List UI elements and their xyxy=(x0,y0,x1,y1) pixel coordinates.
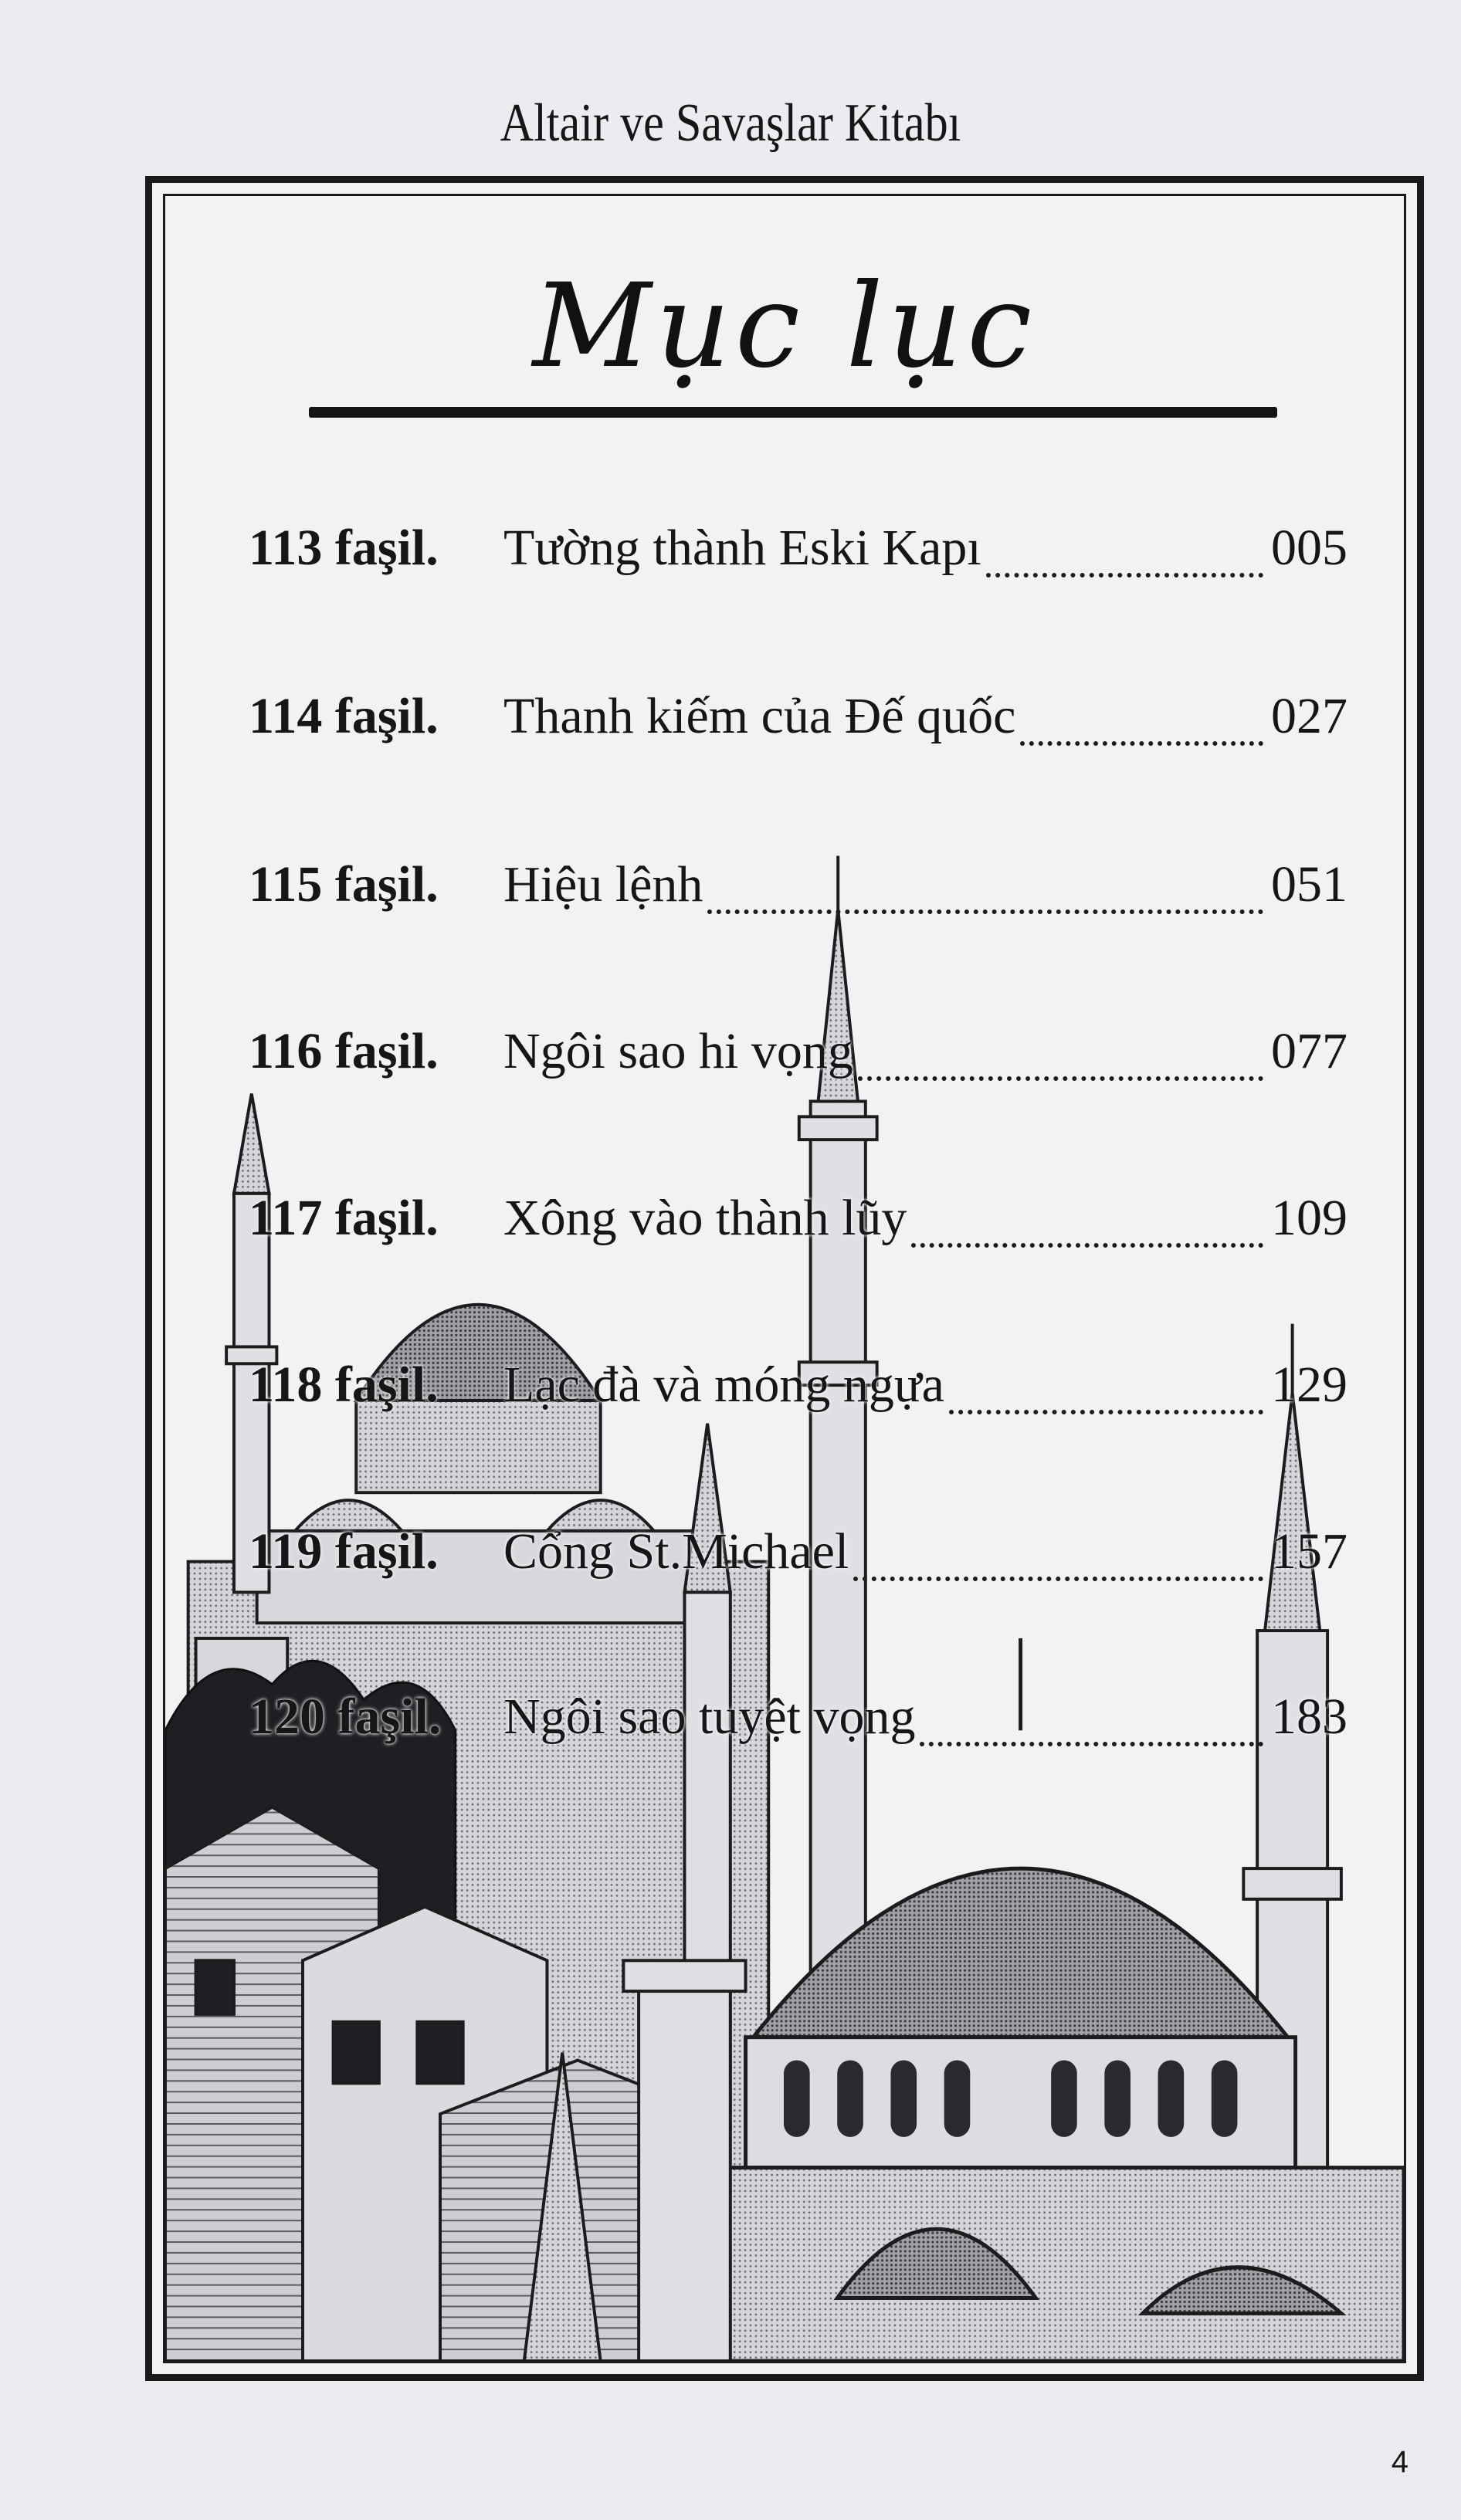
chapter-number: 117 faşil. xyxy=(249,1190,439,1246)
chapter-title: Ngôi sao tuyệt vọng xyxy=(503,1688,916,1745)
page-ref: 109 xyxy=(1271,1190,1347,1246)
chapter-title: Hiệu lệnh xyxy=(503,856,703,913)
dot-leader xyxy=(1020,741,1263,746)
toc-entry xyxy=(249,687,1347,764)
chapter-number: 120 faşil. xyxy=(249,1688,442,1745)
chapter-title: Xông vào thành lũy xyxy=(503,1190,907,1246)
toc-entry xyxy=(249,519,1347,596)
chapter-title: Lạc đà và móng ngựa xyxy=(503,1357,944,1413)
page-ref: 077 xyxy=(1271,1023,1347,1079)
chapter-title: Ngôi sao hi vọng xyxy=(503,1023,853,1079)
toc-entry xyxy=(249,1688,1347,1765)
toc-frame xyxy=(145,176,1424,2381)
toc-entry xyxy=(249,1356,1347,1433)
page-number: 4 xyxy=(1391,2445,1408,2479)
chapter-number: 119 faşil. xyxy=(249,1523,439,1580)
toc-entry xyxy=(249,1022,1347,1099)
dot-leader xyxy=(920,1742,1263,1746)
page-ref: 157 xyxy=(1271,1523,1347,1580)
dot-leader xyxy=(707,909,1263,914)
chapter-number: 114 faşil. xyxy=(249,688,439,744)
chapter-number: 116 faşil. xyxy=(249,1023,439,1079)
dot-leader xyxy=(858,1076,1263,1081)
toc-heading: Mục lục xyxy=(532,259,1037,394)
dot-leader xyxy=(911,1243,1263,1248)
dot-leader xyxy=(949,1410,1263,1414)
page-ref: 129 xyxy=(1271,1357,1347,1413)
toc-frame-inner xyxy=(163,194,1406,2363)
chapter-number: 118 faşil. xyxy=(249,1357,439,1413)
chapter-number: 113 faşil. xyxy=(249,520,439,576)
page-ref: 005 xyxy=(1271,520,1347,576)
chapter-number: 115 faşil. xyxy=(249,856,439,913)
toc-entry xyxy=(249,855,1347,933)
toc-entry xyxy=(249,1189,1347,1266)
book-title: Altair ve Savaşlar Kitabı xyxy=(500,93,961,153)
page-ref: 183 xyxy=(1271,1688,1347,1745)
chapter-title: Tường thành Eski Kapı xyxy=(503,520,981,576)
dot-leader xyxy=(853,1577,1263,1581)
toc-list xyxy=(165,196,1404,2361)
page-ref: 027 xyxy=(1271,688,1347,744)
page-ref: 051 xyxy=(1271,856,1347,913)
chapter-title: Thanh kiếm của Đế quốc xyxy=(503,688,1016,744)
dot-leader xyxy=(986,573,1263,578)
chapter-title: Cổng St.Michael xyxy=(503,1523,849,1580)
toc-entry xyxy=(249,1522,1347,1600)
